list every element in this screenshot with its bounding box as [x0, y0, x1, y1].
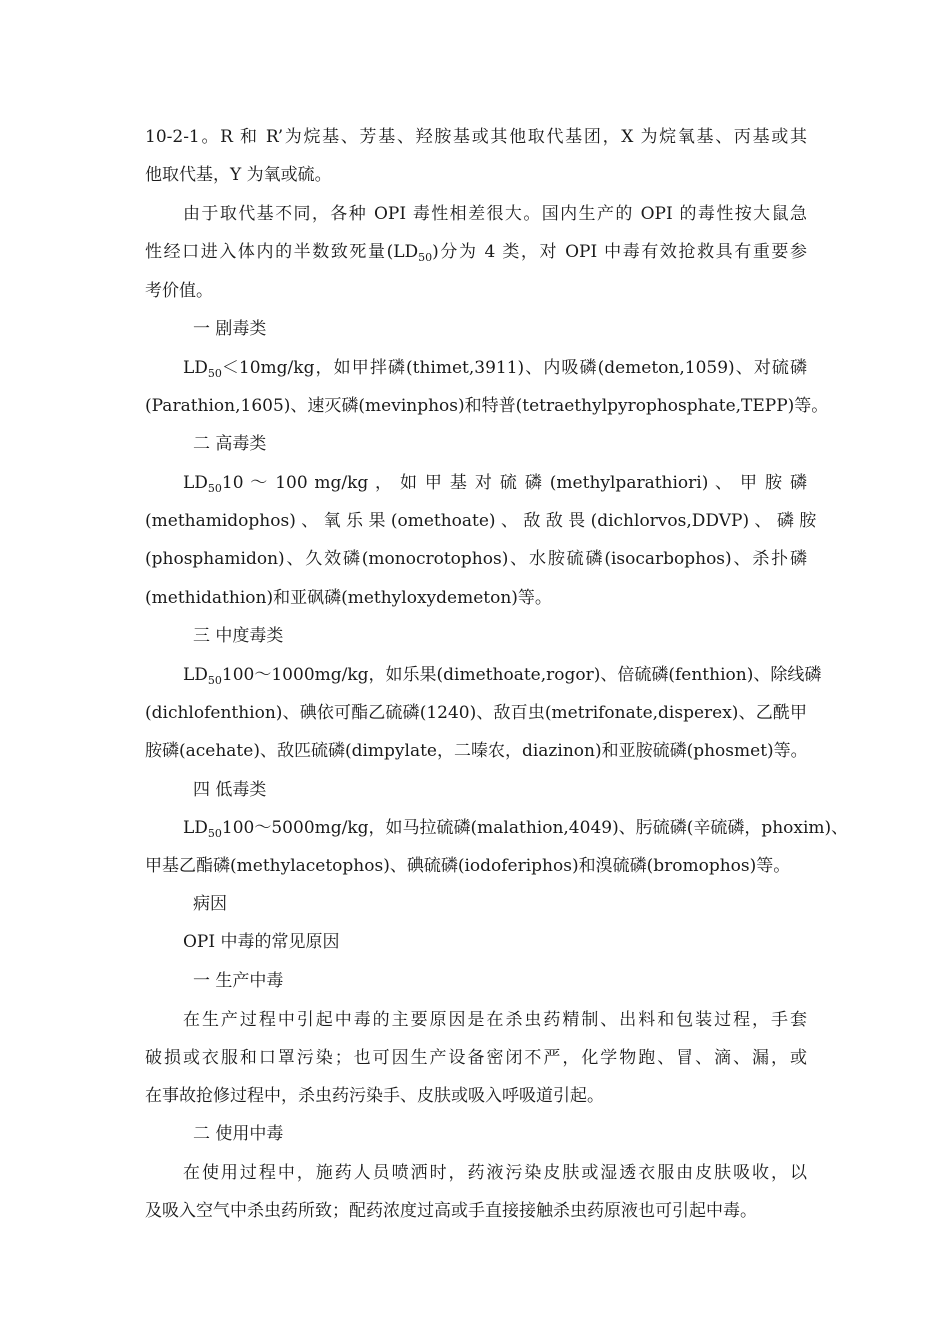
section-heading: 一 剧毒类 [193, 319, 267, 339]
paragraph-line: $LD_{50}100\sim 1000mg/kg$，如乐果(dimethoate,rogor)、倍硫磷(fenthion)、除线磷 [183, 665, 822, 687]
paragraph-line: 甲基乙酯磷(methylacetophos)、碘硫磷(iodoferiphos)和溴硫磷(bromophos)等。 [145, 856, 791, 876]
subscript: 50 [207, 367, 222, 380]
paragraph-line: 由于取代基不同，各种 OPI 毒性相差很大。国内生产的 OPI 的毒性按大鼠急 [183, 204, 807, 224]
paragraph-line: 及吸入空气中杀虫药所致；配药浓度过高或手直接接触杀虫药原液也可引起中毒。 [145, 1201, 757, 1221]
section-heading: 三 中度毒类 [193, 626, 284, 646]
paragraph-line: 在生产过程中引起中毒的主要原因是在杀虫药精制、出料和包装过程，手套 [183, 1010, 807, 1030]
paragraph-line: 在事故抢修过程中，杀虫药污染手、皮肤或吸入呼吸道引起。 [145, 1086, 604, 1106]
section-heading: 二 使用中毒 [193, 1124, 284, 1144]
section-heading: 一 生产中毒 [193, 971, 284, 991]
subscript: 50 [207, 827, 222, 840]
paragraph-line: $LD_{50}10$ ～ 100 mg/kg ， 如 甲 基 对 硫 磷 (methylparathiori) 、 甲 胺 磷 [183, 473, 807, 495]
paragraph-line: $LD_{50}100\sim 5000mg/kg$，如马拉硫磷(malathion,4049)、肟硫磷(辛硫磷，phoxim)、 [183, 818, 849, 840]
paragraph-line: (Parathion,1605)、速灭磷(mevinphos)和特普(tetraethylpyrophosphate,TEPP)等。 [145, 396, 829, 416]
subscript: 50 [418, 251, 433, 264]
paragraph-line: 他取代基，Y 为氧或硫。 [145, 165, 332, 185]
subscript: 50 [207, 482, 222, 495]
paragraph-line: 在使用过程中，施药人员喷洒时，药液污染皮肤或湿透衣服由皮肤吸收，以 [183, 1163, 807, 1183]
paragraph-line: 胺磷(acehate)、敌匹硫磷(dimpylate，二嗪农，diazinon)和亚胺硫磷(phosmet)等。 [145, 741, 808, 761]
paragraph-line: 性经口进入体内的半数致死量$(LD_{50})$分为 4 类，对 OPI 中毒有效抢救具有重要参 [145, 242, 807, 264]
paragraph-line: (methamidophos) 、 氧 乐 果 (omethoate) 、 敌 敌 畏 (dichlorvos,DDVP) 、 磷 胺 [145, 511, 817, 531]
paragraph-line: 10-2-1。R 和 R’为烷基、芳基、羟胺基或其他取代基团，X 为烷氧基、丙基或其 [145, 127, 807, 147]
subscript: 50 [207, 674, 222, 687]
paragraph-line: (phosphamidon)、久效磷(monocrotophos)、水胺硫磷(isocarbophos)、杀扑磷 [145, 549, 807, 569]
section-heading: 病因 [193, 894, 227, 914]
section-heading: 二 高毒类 [193, 434, 267, 454]
paragraph-line: 破损或衣服和口罩污染；也可因生产设备密闭不严，化学物跑、冒、滴、漏，或 [145, 1048, 807, 1068]
paragraph-line: (dichlofenthion)、碘依可酯乙硫磷(1240)、敌百虫(metrifonate,disperex)、乙酰甲 [145, 703, 807, 723]
paragraph-line: $LD_{50}<10mg/kg$，如甲拌磷(thimet,3911)、内吸磷(demeton,1059)、对硫磷 [183, 358, 807, 380]
paragraph-line: (methidathion)和亚砜磷(methyloxydemeton)等。 [145, 588, 552, 608]
paragraph-line: OPI 中毒的常见原因 [183, 932, 340, 952]
section-heading: 四 低毒类 [193, 780, 267, 800]
paragraph-line: 考价值。 [145, 281, 213, 301]
